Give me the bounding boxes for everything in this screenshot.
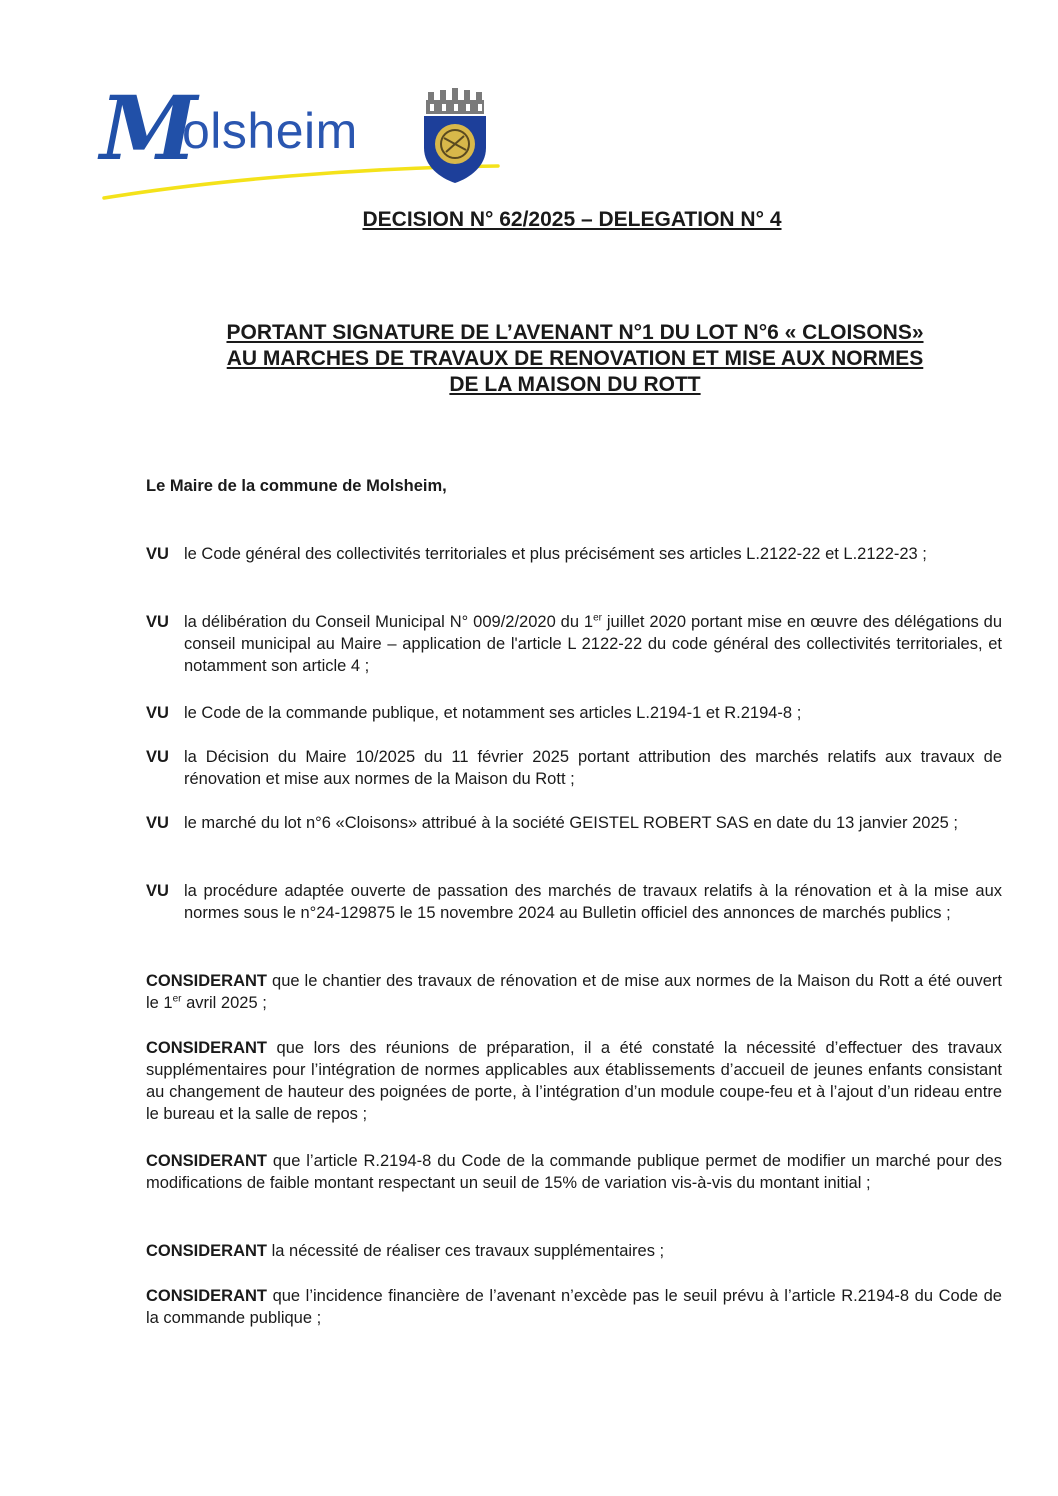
subject-line: PORTANT SIGNATURE DE L’AVENANT N°1 DU LOT N°6 « CLOISONS» <box>226 321 924 344</box>
decision-subject <box>150 320 1000 398</box>
subject-line: DE LA MAISON DU ROTT <box>449 373 701 396</box>
considerant-keyword: CONSIDERANT <box>146 1287 273 1305</box>
considerant-text: que l’article R.2194-8 du Code de la commande publique permet de modifier un marché pour des modifications de faible montant respectant un seuil de 15% de variation vis-à-vis du montant initial ; <box>146 1152 1002 1192</box>
vu-keyword: VU <box>146 545 169 563</box>
logo-initial: M <box>100 76 198 180</box>
considerant-keyword: CONSIDERANT <box>146 1039 277 1057</box>
vu-text: la délibération du Conseil Municipal N° 009/2/2020 du 1er juillet 2020 portant mise en œuvre des délégations du conseil municipal au Maire – application de l'article L 2122-22 du code général des collectivités territoriales, et notamment son article 4 ; <box>184 612 1002 675</box>
vu-keyword: VU <box>146 613 169 631</box>
vu-text: le Code général des collectivités territoriales et plus précisément ses articles L.2122-22 et L.2122-23 ; <box>184 545 927 563</box>
considerant-text: la nécessité de réaliser ces travaux supplémentaires ; <box>271 1242 665 1260</box>
considerant-keyword: CONSIDERANT <box>146 972 273 990</box>
vu-text: la procédure adaptée ouverte de passation des marchés de travaux relatifs à la rénovation et à la mise aux normes sous le n°24-129875 le 15 novembre 2024 au Bulletin officiel des annonces de marchés publics ; <box>184 882 1002 922</box>
considerant-clause <box>146 1285 1002 1329</box>
vu-clause <box>146 812 1002 834</box>
vu-text: le marché du lot n°6 «Cloisons» attribué à la société GEISTEL ROBERT SAS en date du 13 janvier 2025 ; <box>184 814 958 832</box>
considerant-keyword: CONSIDERANT <box>146 1242 272 1260</box>
molsheim-logo <box>96 76 516 210</box>
logo-text: olsheim <box>182 103 358 159</box>
considerant-text: que le chantier des travaux de rénovation et de mise aux normes de la Maison du Rott a été ouvert le 1er avril 2025 ; <box>146 972 1002 1012</box>
mayor-heading: Le Maire de la commune de Molsheim, <box>146 477 447 495</box>
vu-clause <box>146 880 1002 924</box>
vu-keyword: VU <box>146 748 169 766</box>
considerant-text: que l’incidence financière de l’avenant n’excède pas le seuil prévu à l’article R.2194-8 du Code de la commande publique ; <box>146 1287 1002 1327</box>
considerant-clause <box>146 1240 1002 1262</box>
considerant-keyword: CONSIDERANT <box>146 1152 273 1170</box>
vu-clause <box>146 611 1002 677</box>
vu-text: la Décision du Maire 10/2025 du 11 février 2025 portant attribution des marchés relatifs aux travaux de rénovation et mise aux normes de la Maison du Rott ; <box>184 748 1002 788</box>
vu-clause <box>146 746 1002 790</box>
vu-keyword: VU <box>146 882 169 900</box>
considerant-clause <box>146 1037 1002 1125</box>
vu-keyword: VU <box>146 814 169 832</box>
vu-text: le Code de la commande publique, et notamment ses articles L.2194-1 et R.2194-8 ; <box>184 704 802 722</box>
considerant-clause <box>146 1150 1002 1194</box>
decision-title: DECISION N° 62/2025 – DELEGATION N° 4 <box>362 208 782 231</box>
vu-clause <box>146 702 1002 724</box>
vu-clause <box>146 543 1002 565</box>
vu-keyword: VU <box>146 704 169 722</box>
subject-line: AU MARCHES DE TRAVAUX DE RENOVATION ET MISE AUX NORMES <box>226 347 924 370</box>
considerant-text: que lors des réunions de préparation, il a été constaté la nécessité d’effectuer des travaux supplémentaires pour l’intégration de normes applicables aux établissements d’accueil de jeunes enfants consistant au changement de hauteur des poignées de porte, à l’intégration d’un module coupe-feu et à l’ajout d’un rideau entre le bureau et la salle de repos ; <box>146 1039 1002 1123</box>
coat-of-arms-icon <box>420 88 490 184</box>
considerant-clause <box>146 970 1002 1014</box>
